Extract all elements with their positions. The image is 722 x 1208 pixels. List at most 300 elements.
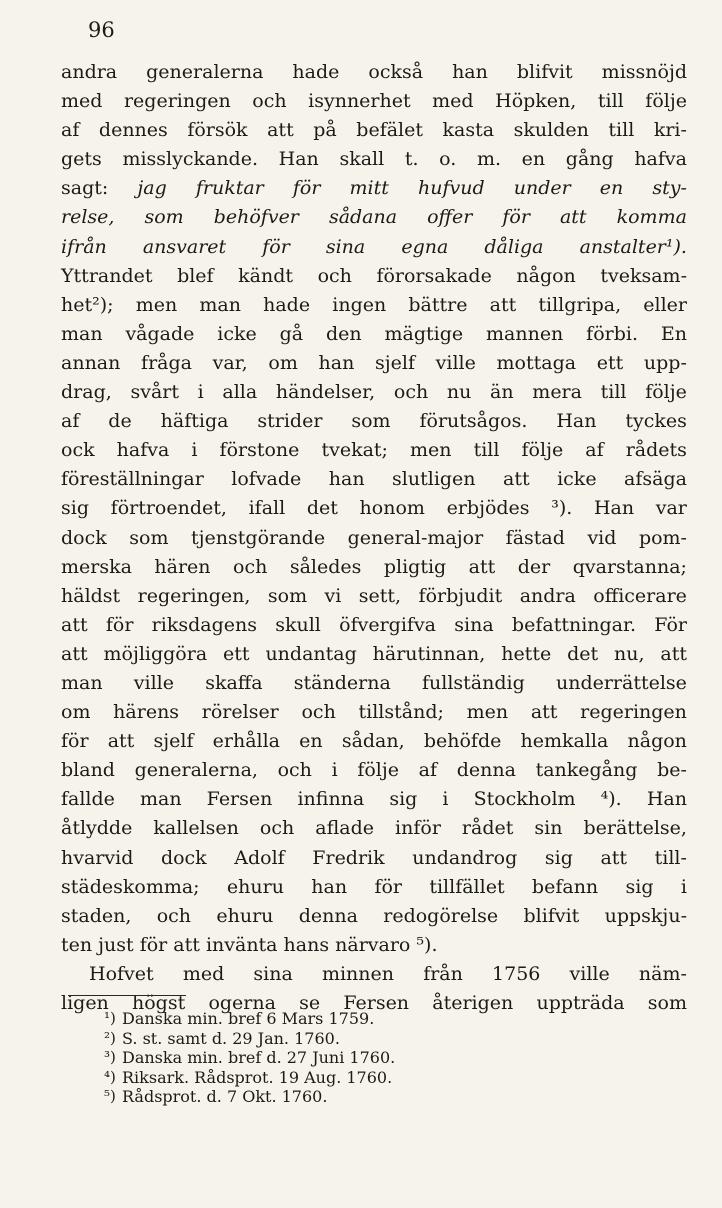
- word: blifvit: [523, 904, 580, 927]
- word: Fersen: [206, 788, 273, 811]
- word: regeringen,: [137, 584, 251, 607]
- word: mottaga: [496, 351, 577, 374]
- word: till: [600, 381, 627, 404]
- word: förbi.: [586, 322, 639, 345]
- word: tillfället: [429, 875, 505, 898]
- word: ehuru: [216, 904, 274, 927]
- word: och: [277, 759, 312, 782]
- word: ville: [133, 671, 174, 694]
- word: som: [267, 584, 308, 607]
- italic-word: sådana: [328, 206, 398, 229]
- word: tjenstgörande: [191, 526, 326, 549]
- word: minnen: [321, 962, 395, 985]
- word: afsäga: [624, 468, 687, 491]
- word: också: [368, 61, 424, 83]
- word: förstone: [219, 439, 300, 462]
- word: annan: [61, 351, 121, 374]
- word: följe: [645, 90, 687, 113]
- word: Hofvet: [89, 962, 154, 985]
- footnote: [104, 1028, 395, 1049]
- word: ingen: [332, 293, 387, 316]
- italic-word: sina: [325, 235, 366, 258]
- word: att: [660, 642, 687, 665]
- word: man: [61, 671, 103, 694]
- word: följe: [645, 381, 687, 404]
- footnote-text: Danska min. bref d. 27 Juni 1760.: [122, 1048, 396, 1067]
- word: Han: [278, 148, 319, 171]
- word: Han: [593, 497, 635, 520]
- text-line: [61, 174, 687, 203]
- word: lofvade: [231, 468, 302, 491]
- word: strider: [257, 410, 323, 433]
- word: följe: [521, 439, 564, 462]
- word: behöfde: [423, 730, 502, 753]
- italic-word: sty-: [652, 177, 687, 200]
- word: händelser,: [275, 381, 376, 404]
- text-line: [61, 873, 687, 902]
- word: städeskomma;: [61, 875, 200, 898]
- word: försök: [187, 119, 248, 142]
- word: dock: [61, 526, 107, 549]
- word: Han: [646, 788, 687, 811]
- word: sig: [625, 875, 654, 898]
- word: och: [317, 264, 352, 287]
- word: det: [306, 497, 338, 520]
- word: uppskju-: [604, 904, 687, 927]
- word: rådet: [461, 817, 514, 840]
- word: i: [197, 381, 204, 404]
- word: nu: [446, 381, 472, 404]
- word: man: [61, 322, 103, 345]
- word: han: [318, 351, 355, 374]
- word: tvekat;: [321, 439, 388, 462]
- word: skaffa: [205, 671, 263, 694]
- word: af: [61, 119, 80, 142]
- word: att: [503, 468, 530, 491]
- word: fullständig: [422, 671, 525, 694]
- word: i: [680, 875, 687, 898]
- word: att: [530, 701, 558, 724]
- word: Höpken,: [495, 90, 577, 113]
- word: återigen: [432, 992, 514, 1014]
- word: i: [442, 788, 449, 811]
- italic-word: för: [292, 177, 321, 200]
- footnote-text: S. st. samt d. 29 Jan. 1760.: [122, 1028, 340, 1048]
- word: missnöjd: [601, 61, 687, 83]
- word: förorsakade: [376, 264, 492, 287]
- word: och: [156, 904, 192, 927]
- word: fallde: [61, 788, 115, 811]
- word: riksdagens: [151, 613, 257, 636]
- word: ett: [596, 351, 624, 374]
- word: generalerna,: [134, 759, 258, 782]
- word: icke: [557, 468, 597, 491]
- text-line: [61, 145, 687, 174]
- word: hemkalla: [520, 730, 609, 753]
- word: att: [600, 846, 628, 869]
- word: Fredrik: [312, 846, 385, 869]
- text-line: [61, 553, 687, 582]
- word: För: [654, 613, 687, 636]
- page-number: 96: [88, 18, 115, 42]
- word: 1756: [492, 962, 541, 985]
- word: således: [289, 555, 362, 578]
- word: härutinnan,: [372, 642, 486, 665]
- word: blifvit: [516, 61, 573, 83]
- italic-word: fruktar: [195, 177, 264, 200]
- word: andra: [519, 584, 576, 607]
- word: härens: [113, 701, 180, 724]
- word: fästad: [505, 526, 565, 549]
- word: sådan,: [341, 730, 405, 753]
- word: häftiga: [160, 410, 229, 433]
- text-line: [61, 582, 687, 611]
- text-line: [61, 611, 687, 640]
- word: kri-: [653, 119, 687, 142]
- word: skall: [339, 148, 385, 171]
- word: att: [267, 119, 294, 142]
- word: misslyckande.: [122, 148, 259, 171]
- word: fråga: [141, 351, 192, 374]
- word: t.: [404, 148, 419, 171]
- word: vågade: [125, 322, 195, 345]
- word: hade: [292, 61, 340, 83]
- footnote-ref: ³).: [551, 497, 573, 520]
- word: m.: [476, 148, 502, 171]
- word: der: [517, 555, 551, 578]
- word: och: [259, 817, 295, 840]
- word: han: [311, 875, 348, 898]
- word: kasta: [442, 119, 495, 142]
- text-line: [61, 640, 687, 669]
- word: att: [61, 613, 88, 636]
- text-line: [61, 756, 687, 785]
- word: kändt: [238, 264, 294, 287]
- word: om: [61, 701, 91, 724]
- word: inför: [395, 817, 441, 840]
- word: förbjudit: [418, 584, 503, 607]
- word: pom-: [638, 526, 687, 549]
- text-line: [61, 203, 687, 232]
- text-line: [61, 844, 687, 873]
- italic-word: för: [502, 206, 530, 229]
- word: het²);: [61, 293, 114, 316]
- word: med: [61, 90, 103, 113]
- word: sett,: [358, 584, 402, 607]
- text-line: [61, 407, 687, 436]
- word: sagt:: [61, 177, 109, 200]
- text-line: [61, 87, 687, 116]
- word: berättelse,: [583, 817, 687, 840]
- italic-word: ifrån: [61, 235, 107, 258]
- text-line: [61, 436, 687, 465]
- text-line: [61, 116, 687, 145]
- word: qvarstanna;: [572, 555, 687, 578]
- text-line: [61, 378, 687, 407]
- italic-word: jag: [137, 177, 167, 200]
- word: men: [135, 293, 178, 316]
- footnote-mark: ²): [104, 1028, 116, 1047]
- word: gets: [61, 148, 102, 171]
- word: redogörelse: [383, 904, 499, 927]
- word: skull: [275, 613, 321, 636]
- word: ten just för att invänta hans närvaro ⁵).: [61, 933, 438, 956]
- word: hade: [263, 293, 311, 316]
- word: mera: [532, 381, 582, 404]
- word: hafva: [116, 439, 170, 462]
- word: icke: [217, 322, 257, 345]
- word: Stockholm: [473, 788, 576, 811]
- word: möjliggöra: [103, 642, 208, 665]
- word: till: [608, 119, 635, 142]
- word: gång: [565, 148, 614, 171]
- word: i: [331, 759, 338, 782]
- text-line: [61, 465, 687, 494]
- word: upp-: [643, 351, 687, 374]
- word: vi: [324, 584, 342, 607]
- footnotes: [104, 1009, 396, 1107]
- word: högst: [132, 992, 186, 1014]
- word: infinna: [297, 788, 365, 811]
- footnote: [104, 1067, 395, 1088]
- word: dennes: [98, 119, 168, 142]
- word: men: [410, 439, 452, 462]
- italic-word: att: [559, 206, 587, 229]
- word: någon: [627, 730, 687, 753]
- word: aflade: [315, 817, 375, 840]
- word: dock: [160, 846, 207, 869]
- word: med: [182, 962, 225, 985]
- text-line: [61, 262, 687, 291]
- word: af: [418, 759, 438, 782]
- footnote-ref: ⁴).: [600, 788, 622, 811]
- footnote-text: Danska min. bref 6 Mars 1759.: [122, 1009, 375, 1028]
- word: sjelf: [153, 730, 194, 753]
- word: var,: [212, 351, 248, 374]
- word: hären: [154, 555, 211, 578]
- word: och: [233, 555, 268, 578]
- italic-word: egna: [401, 235, 449, 258]
- word: o.: [439, 148, 457, 171]
- text-line: [61, 233, 687, 262]
- word: ett: [223, 642, 250, 665]
- word: honom: [359, 497, 425, 520]
- word: än: [490, 381, 514, 404]
- word: han: [452, 61, 488, 83]
- text-line: [61, 698, 687, 727]
- word: rörelser: [201, 701, 279, 724]
- italic-word: hufvud: [418, 177, 485, 200]
- text-line: [61, 291, 687, 320]
- word: i: [191, 439, 198, 462]
- text-line: [61, 494, 687, 523]
- word: men: [466, 701, 509, 724]
- word: underrättelse: [555, 671, 687, 694]
- word: befälet: [356, 119, 424, 142]
- word: ehuru: [226, 875, 284, 898]
- word: till: [473, 439, 500, 462]
- word: undandrog: [412, 846, 518, 869]
- text-line-paragraph-end: [61, 931, 687, 960]
- word: han: [328, 468, 365, 491]
- word: isynnerhet: [308, 90, 411, 113]
- word: befann: [531, 875, 599, 898]
- word: blef: [177, 264, 214, 287]
- italic-word: relse,: [61, 206, 115, 229]
- word: från: [423, 962, 463, 985]
- text-line: [61, 58, 687, 87]
- word: till-: [654, 846, 687, 869]
- italic-word: anstalter¹).: [579, 235, 687, 258]
- word: som: [647, 992, 687, 1014]
- word: för: [374, 875, 402, 898]
- italic-word: under: [513, 177, 571, 200]
- word: sin: [534, 817, 563, 840]
- word: sig: [544, 846, 573, 869]
- word: hette: [501, 642, 552, 665]
- footnote-mark: ¹): [104, 1009, 116, 1027]
- word: för: [105, 613, 134, 636]
- word: förtroendet,: [110, 497, 227, 520]
- footnote-text: Rådsprot. d. 7 Okt. 1760.: [122, 1087, 328, 1106]
- italic-word: en: [599, 177, 624, 200]
- word: sina: [253, 962, 293, 985]
- text-line-indented: [61, 960, 687, 989]
- word: med: [432, 90, 474, 113]
- text-line: [61, 727, 687, 756]
- word: det: [567, 642, 599, 665]
- word: och: [252, 90, 287, 113]
- word: Adolf: [234, 846, 285, 869]
- word: en: [521, 148, 546, 171]
- word: Han: [556, 410, 597, 433]
- word: ock: [61, 439, 95, 462]
- footnote: [104, 1009, 395, 1029]
- text-line: [61, 320, 687, 349]
- word: åtlydde: [61, 817, 133, 840]
- word: sina: [454, 613, 494, 636]
- word: att: [489, 293, 517, 316]
- word: mägtige: [384, 322, 464, 345]
- word: hvarvid: [61, 846, 134, 869]
- word: hafva: [634, 148, 687, 171]
- word: ifall: [248, 497, 286, 520]
- text-line: [61, 669, 687, 698]
- word: denna: [456, 759, 516, 782]
- word: pligtig: [383, 555, 447, 578]
- word: sjelf: [374, 351, 415, 374]
- italic-word: mitt: [349, 177, 389, 200]
- word: En: [660, 322, 687, 345]
- word: af: [585, 439, 604, 462]
- footnote-divider: [68, 995, 186, 996]
- word: på: [313, 119, 337, 142]
- word: befattningar.: [511, 613, 637, 636]
- italic-word: för: [262, 235, 290, 258]
- word: någon: [516, 264, 576, 287]
- word: eller: [643, 293, 687, 316]
- word: rådets: [625, 439, 687, 462]
- word: häldst: [61, 584, 121, 607]
- italic-word: komma: [616, 206, 687, 229]
- text-line: [61, 349, 687, 378]
- word: erbjödes: [446, 497, 530, 520]
- word: och: [301, 701, 336, 724]
- word: vid: [587, 526, 617, 549]
- word: bland: [61, 759, 115, 782]
- word: ogerna: [208, 992, 276, 1014]
- word: regeringen: [123, 90, 231, 113]
- word: gå: [279, 322, 304, 345]
- word: tyckes: [625, 410, 687, 433]
- word: alla: [222, 381, 258, 404]
- word: den: [325, 322, 362, 345]
- word: undantag: [265, 642, 357, 665]
- body-text: [61, 58, 687, 1018]
- word: officerare: [593, 584, 687, 607]
- word: merska: [61, 555, 132, 578]
- word: ville: [435, 351, 476, 374]
- word: tillgripa,: [538, 293, 622, 316]
- word: skulden: [513, 119, 589, 142]
- word: svårt: [130, 381, 179, 404]
- word: ständerna: [293, 671, 391, 694]
- word: en: [299, 730, 323, 753]
- word: staden,: [61, 904, 132, 927]
- word: till: [597, 90, 624, 113]
- word: ligen: [61, 992, 109, 1014]
- word: förutsågos.: [419, 410, 528, 433]
- word: för: [61, 730, 89, 753]
- footnote-text: Riksark. Rådsprot. 19 Aug. 1760.: [122, 1067, 393, 1087]
- word: nu,: [614, 642, 645, 665]
- word: se: [299, 992, 321, 1014]
- word: af: [61, 410, 80, 433]
- word: som: [129, 526, 169, 549]
- word: var: [655, 497, 687, 520]
- word: att: [61, 642, 88, 665]
- word: bättre: [408, 293, 468, 316]
- italic-word: ansvaret: [142, 235, 227, 258]
- word: denna: [298, 904, 358, 927]
- italic-word: offer: [427, 206, 473, 229]
- word: sig: [389, 788, 418, 811]
- word: general-major: [347, 526, 484, 549]
- word: att: [107, 730, 135, 753]
- word: tveksam-: [600, 264, 687, 287]
- word: följe: [357, 759, 399, 782]
- word: slutligen: [392, 468, 476, 491]
- italic-word: dåliga: [484, 235, 544, 258]
- word: Fersen: [343, 992, 410, 1014]
- word: öfvergifva: [339, 613, 437, 636]
- word: man: [140, 788, 182, 811]
- word: tillstånd;: [358, 701, 444, 724]
- footnote: [104, 1048, 396, 1068]
- word: ville: [569, 962, 610, 985]
- word: be-: [657, 759, 687, 782]
- footnote: [104, 1087, 395, 1107]
- word: uppträda: [536, 992, 625, 1014]
- word: de: [108, 410, 132, 433]
- word: som: [351, 410, 391, 433]
- text-line: [61, 902, 687, 931]
- italic-word: behöfver: [213, 206, 299, 229]
- word: och: [393, 381, 429, 404]
- word: kallelsen: [153, 817, 239, 840]
- word: om: [268, 351, 298, 374]
- word: man: [199, 293, 241, 316]
